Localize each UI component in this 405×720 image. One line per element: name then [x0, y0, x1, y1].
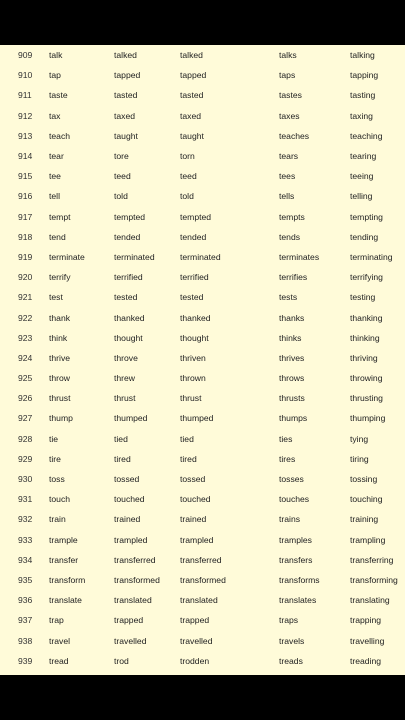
present-participle: throwing: [350, 373, 383, 384]
row-number: 928: [18, 433, 33, 444]
present-participle: tasting: [350, 90, 376, 101]
third-person: tires: [279, 453, 296, 464]
present-participle: touching: [350, 494, 383, 505]
base-form: trample: [49, 534, 78, 545]
past-simple: trapped: [114, 615, 144, 626]
row-number: 934: [18, 554, 33, 565]
row-number: 932: [18, 514, 33, 525]
past-participle: terrified: [180, 272, 209, 283]
third-person: travels: [279, 635, 305, 646]
table-row: [0, 348, 405, 368]
table-row: [0, 550, 405, 570]
past-participle: tied: [180, 433, 194, 444]
past-participle: terminated: [180, 251, 221, 262]
past-simple: terminated: [114, 251, 155, 262]
base-form: thump: [49, 413, 73, 424]
table-row: [0, 65, 405, 85]
third-person: taxes: [279, 110, 300, 121]
table-row: [0, 227, 405, 247]
third-person: teaches: [279, 130, 310, 141]
row-number: 920: [18, 272, 33, 283]
verb-forms-table: [0, 45, 405, 671]
third-person: tastes: [279, 90, 302, 101]
row-number: 926: [18, 393, 33, 404]
present-participle: testing: [350, 292, 376, 303]
past-participle: thriven: [180, 352, 206, 363]
third-person: tests: [279, 292, 298, 303]
past-participle: tapped: [180, 70, 207, 81]
third-person: transforms: [279, 574, 320, 585]
past-simple: thought: [114, 332, 143, 343]
present-participle: thrusting: [350, 393, 383, 404]
base-form: travel: [49, 635, 71, 646]
past-participle: translated: [180, 595, 218, 606]
present-participle: tossing: [350, 474, 378, 485]
past-participle: thought: [180, 332, 209, 343]
row-number: 923: [18, 332, 33, 343]
past-simple: talked: [114, 50, 137, 61]
table-row: [0, 146, 405, 166]
row-number: 914: [18, 151, 33, 162]
third-person: tempts: [279, 211, 305, 222]
past-simple: tended: [114, 231, 141, 242]
past-simple: threw: [114, 373, 136, 384]
past-participle: taught: [180, 130, 204, 141]
base-form: tie: [49, 433, 59, 444]
row-number: 936: [18, 595, 33, 606]
present-participle: tearing: [350, 151, 377, 162]
present-participle: training: [350, 514, 379, 525]
table-row: [0, 489, 405, 509]
row-number: 916: [18, 191, 33, 202]
past-simple: thanked: [114, 312, 145, 323]
base-form: transfer: [49, 554, 79, 565]
past-participle: trapped: [180, 615, 210, 626]
present-participle: thumping: [350, 413, 386, 424]
past-simple: taught: [114, 130, 138, 141]
table-row: [0, 610, 405, 630]
third-person: touches: [279, 494, 310, 505]
row-number: 927: [18, 413, 33, 424]
past-participle: tossed: [180, 474, 206, 485]
past-participle: transferred: [180, 554, 222, 565]
past-participle: transformed: [180, 574, 226, 585]
row-number: 911: [18, 90, 32, 101]
present-participle: trapping: [350, 615, 382, 626]
present-participle: talking: [350, 50, 375, 61]
past-participle: thanked: [180, 312, 211, 323]
past-simple: terrified: [114, 272, 143, 283]
row-number: 929: [18, 453, 33, 464]
third-person: terminates: [279, 251, 320, 262]
past-participle: tired: [180, 453, 197, 464]
past-simple: tapped: [114, 70, 141, 81]
row-number: 910: [18, 70, 33, 81]
table-row: [0, 388, 405, 408]
third-person: tends: [279, 231, 301, 242]
row-number: 919: [18, 251, 33, 262]
row-number: 930: [18, 474, 33, 485]
table-row: [0, 85, 405, 105]
present-participle: tying: [350, 433, 369, 444]
past-participle: tempted: [180, 211, 212, 222]
present-participle: thanking: [350, 312, 383, 323]
third-person: thrusts: [279, 393, 305, 404]
past-simple: tired: [114, 453, 131, 464]
base-form: taste: [49, 90, 68, 101]
table-row: [0, 651, 405, 671]
table-row: [0, 530, 405, 550]
present-participle: transforming: [350, 574, 398, 585]
third-person: thanks: [279, 312, 305, 323]
past-simple: trod: [114, 655, 129, 666]
present-participle: teaching: [350, 130, 383, 141]
table-row: [0, 328, 405, 348]
table-row: [0, 126, 405, 146]
third-person: treads: [279, 655, 303, 666]
past-simple: thrust: [114, 393, 136, 404]
third-person: ties: [279, 433, 293, 444]
row-number: 909: [18, 50, 33, 61]
present-participle: tending: [350, 231, 379, 242]
past-simple: tempted: [114, 211, 146, 222]
base-form: talk: [49, 50, 63, 61]
table-row: [0, 469, 405, 489]
table-row: [0, 429, 405, 449]
past-simple: taxed: [114, 110, 136, 121]
verb-table-body: [0, 45, 405, 671]
present-participle: thriving: [350, 352, 378, 363]
table-row: [0, 166, 405, 186]
past-simple: throve: [114, 352, 138, 363]
verb-table-page: [0, 45, 405, 675]
third-person: traps: [279, 615, 299, 626]
row-number: 935: [18, 574, 33, 585]
past-simple: tossed: [114, 474, 140, 485]
table-row: [0, 247, 405, 267]
base-form: think: [49, 332, 68, 343]
past-participle: tested: [180, 292, 204, 303]
past-simple: transformed: [114, 574, 160, 585]
base-form: trap: [49, 615, 64, 626]
past-simple: tested: [114, 292, 138, 303]
past-participle: tended: [180, 231, 207, 242]
base-form: tap: [49, 70, 61, 81]
past-participle: travelled: [180, 635, 213, 646]
row-number: 925: [18, 373, 33, 384]
present-participle: trampling: [350, 534, 386, 545]
past-participle: trampled: [180, 534, 214, 545]
row-number: 933: [18, 534, 33, 545]
past-simple: tied: [114, 433, 128, 444]
past-simple: trampled: [114, 534, 148, 545]
row-number: 939: [18, 655, 33, 666]
past-participle: touched: [180, 494, 211, 505]
row-number: 918: [18, 231, 33, 242]
past-simple: translated: [114, 595, 152, 606]
table-row: [0, 287, 405, 307]
past-simple: told: [114, 191, 128, 202]
present-participle: tapping: [350, 70, 379, 81]
base-form: thank: [49, 312, 71, 323]
base-form: tend: [49, 231, 66, 242]
row-number: 937: [18, 615, 33, 626]
base-form: tee: [49, 171, 61, 182]
third-person: terrifies: [279, 272, 308, 283]
row-number: 921: [18, 292, 33, 303]
present-participle: travelling: [350, 635, 385, 646]
present-participle: tempting: [350, 211, 383, 222]
base-form: thrust: [49, 393, 71, 404]
third-person: tramples: [279, 534, 312, 545]
past-simple: teed: [114, 171, 131, 182]
table-row: [0, 630, 405, 650]
third-person: tees: [279, 171, 296, 182]
present-participle: tiring: [350, 453, 369, 464]
past-simple: transferred: [114, 554, 156, 565]
third-person: transfers: [279, 554, 313, 565]
table-row: [0, 186, 405, 206]
third-person: translates: [279, 595, 317, 606]
third-person: tosses: [279, 474, 304, 485]
third-person: tears: [279, 151, 299, 162]
past-simple: trained: [114, 514, 141, 525]
base-form: tell: [49, 191, 60, 202]
base-form: throw: [49, 373, 71, 384]
past-participle: thrown: [180, 373, 206, 384]
present-participle: terminating: [350, 251, 393, 262]
past-participle: torn: [180, 151, 195, 162]
row-number: 931: [18, 494, 33, 505]
third-person: tells: [279, 191, 295, 202]
table-row: [0, 368, 405, 388]
base-form: touch: [49, 494, 71, 505]
present-participle: telling: [350, 191, 373, 202]
past-simple: tasted: [114, 90, 138, 101]
past-participle: thumped: [180, 413, 214, 424]
present-participle: terrifying: [350, 272, 383, 283]
base-form: test: [49, 292, 63, 303]
row-number: 915: [18, 171, 33, 182]
past-participle: trodden: [180, 655, 210, 666]
base-form: teach: [49, 130, 71, 141]
present-participle: taxing: [350, 110, 373, 121]
row-number: 924: [18, 352, 33, 363]
present-participle: teeing: [350, 171, 374, 182]
table-row: [0, 267, 405, 287]
base-form: tempt: [49, 211, 71, 222]
base-form: tax: [49, 110, 61, 121]
present-participle: translating: [350, 595, 390, 606]
past-simple: touched: [114, 494, 145, 505]
third-person: thumps: [279, 413, 308, 424]
table-row: [0, 590, 405, 610]
table-row: [0, 207, 405, 227]
past-participle: taxed: [180, 110, 202, 121]
third-person: thinks: [279, 332, 302, 343]
past-participle: told: [180, 191, 194, 202]
third-person: throws: [279, 373, 305, 384]
table-row: [0, 106, 405, 126]
base-form: translate: [49, 595, 82, 606]
past-participle: teed: [180, 171, 197, 182]
past-participle: tasted: [180, 90, 204, 101]
base-form: transform: [49, 574, 86, 585]
third-person: talks: [279, 50, 297, 61]
table-row: [0, 509, 405, 529]
table-row: [0, 449, 405, 469]
base-form: train: [49, 514, 66, 525]
row-number: 917: [18, 211, 33, 222]
row-number: 912: [18, 110, 33, 121]
third-person: taps: [279, 70, 296, 81]
present-participle: treading: [350, 655, 382, 666]
past-participle: talked: [180, 50, 203, 61]
table-row: [0, 408, 405, 428]
past-simple: tore: [114, 151, 129, 162]
past-simple: thumped: [114, 413, 148, 424]
table-row: [0, 45, 405, 65]
present-participle: transferring: [350, 554, 394, 565]
base-form: terrify: [49, 272, 71, 283]
row-number: 922: [18, 312, 33, 323]
present-participle: thinking: [350, 332, 380, 343]
base-form: toss: [49, 474, 65, 485]
row-number: 938: [18, 635, 33, 646]
table-row: [0, 307, 405, 327]
past-participle: trained: [180, 514, 207, 525]
base-form: thrive: [49, 352, 71, 363]
base-form: tire: [49, 453, 61, 464]
past-participle: thrust: [180, 393, 202, 404]
base-form: tear: [49, 151, 64, 162]
past-simple: travelled: [114, 635, 147, 646]
row-number: 913: [18, 130, 33, 141]
third-person: trains: [279, 514, 301, 525]
base-form: terminate: [49, 251, 85, 262]
table-row: [0, 570, 405, 590]
third-person: thrives: [279, 352, 305, 363]
base-form: tread: [49, 655, 69, 666]
